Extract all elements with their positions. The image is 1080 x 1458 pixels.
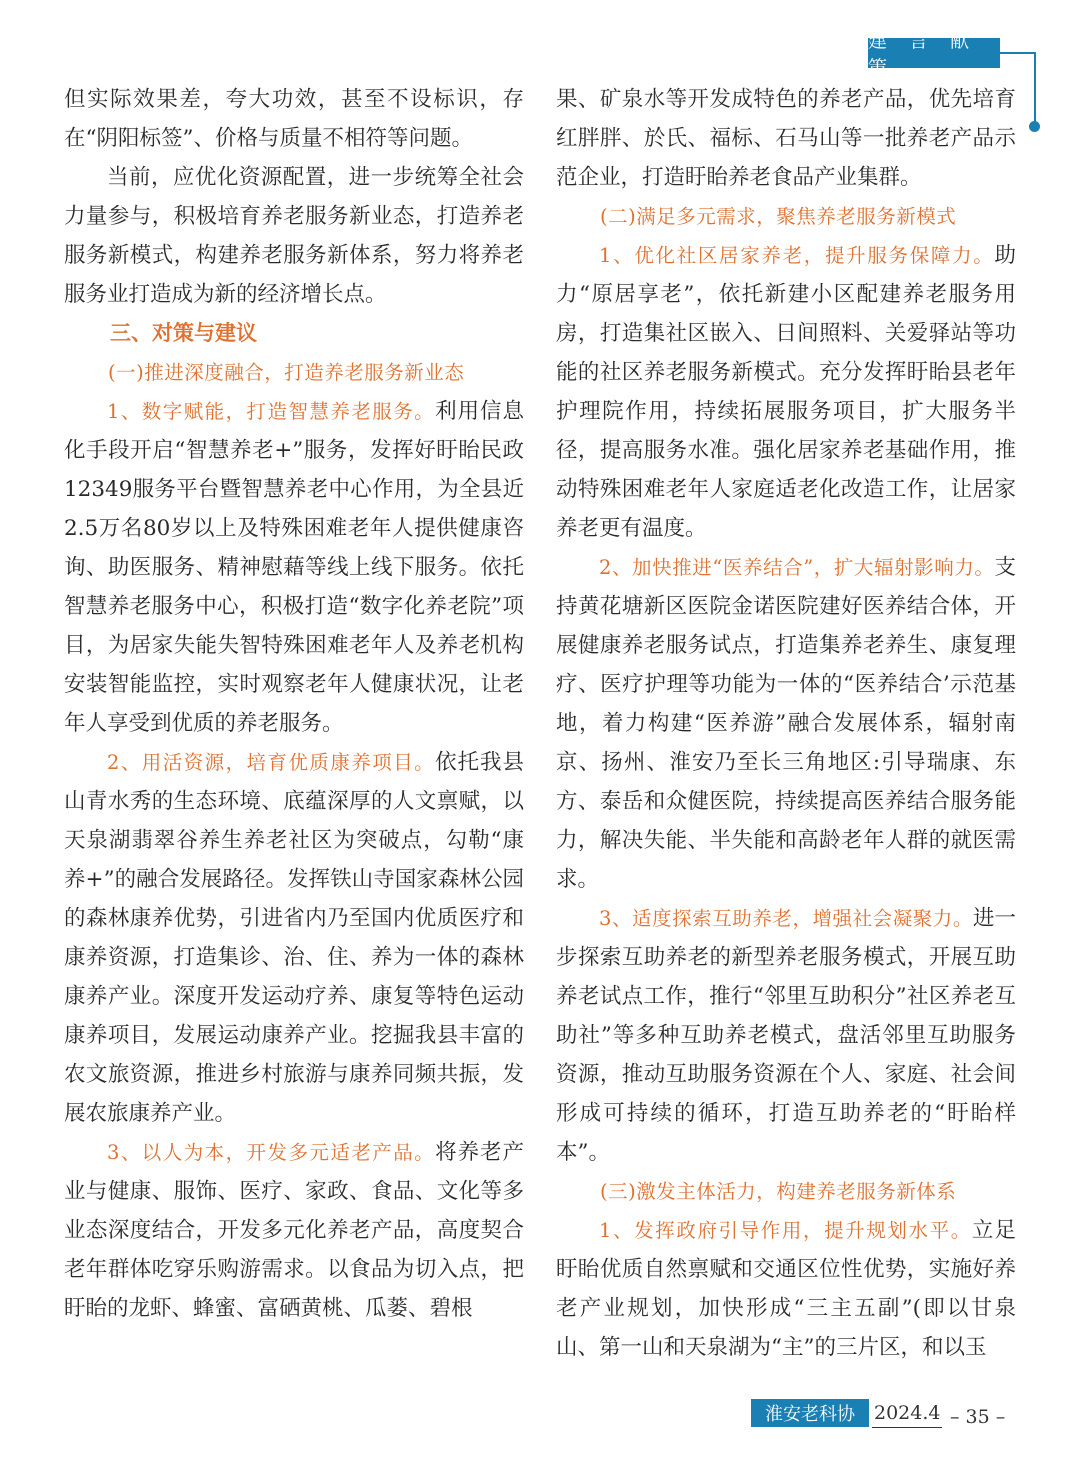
- paragraph: [556, 899, 1016, 1172]
- item-lead: 2、加快推进“医养结合”，扩大辐射影响力。: [599, 556, 995, 579]
- subsection-heading: (二)满足多元需求，聚焦养老服务新模式: [600, 205, 957, 228]
- journal-name: 淮安老科协: [751, 1399, 869, 1427]
- left-column: [64, 80, 524, 1328]
- item-lead: 1、发挥政府引导作用，提升规划水平。: [599, 1219, 972, 1242]
- item-lead: 1、数字赋能，打造智慧养老服务。: [107, 400, 436, 423]
- item-lead: 3、以人为本，开发多元适老产品。: [107, 1141, 436, 1164]
- item-lead: 3、适度探索互助养老，增强社会凝聚力。: [599, 907, 973, 930]
- tag-connector-dot: [1029, 121, 1040, 132]
- section-tag: 建 言 献 策: [868, 38, 1000, 68]
- page-number: – 35 –: [950, 1406, 1006, 1428]
- issue-number: 2024.4: [872, 1399, 942, 1428]
- item-body: 立足盱眙优质自然禀赋和交通区位性优势，实施好养老产业规划，加快形成“三主五副”(即以甘泉山、第一山和天泉湖为“主”的三片区，和以玉: [556, 1218, 1016, 1360]
- paragraph: 当前，应优化资源配置，进一步统筹全社会力量参与，积极培育养老服务新业态，打造养老服务新模式，构建养老服务新体系，努力将养老服务业打造成为新的经济增长点。: [64, 165, 524, 307]
- item-body: 利用信息化手段开启“智慧养老+”服务，发挥好盱眙民政12349服务平台暨智慧养老中心作用，为全县近2.5万名80岁以上及特殊困难老年人提供健康咨询、助医服务、精神慰藉等线上线下服务。依托智慧养老服务中心，积极打造“数字化养老院”项目，为居家失能失智特殊困难老年人及养老机构安装智能监控，实时观察老年人健康状况，让老年人享受到优质的养老服务。: [64, 399, 524, 736]
- paragraph: 但实际效果差，夸大功效，甚至不设标识，存在“阴阳标签”、价格与质量不相符等问题。: [64, 87, 524, 151]
- paragraph: 果、矿泉水等开发成特色的养老产品，优先培育红胖胖、於氏、福标、石马山等一批养老产品示范企业，打造盱眙养老食品产业集群。: [556, 87, 1016, 190]
- subsection-heading: (三)激发主体活力，构建养老服务新体系: [600, 1180, 957, 1203]
- paragraph: [556, 236, 1016, 548]
- paragraph: [556, 548, 1016, 899]
- right-column: [556, 80, 1016, 1367]
- item-body: 将养老产业与健康、服饰、医疗、家政、食品、文化等多业态深度结合，开发多元化养老产品，高度契合老年群体吃穿乐购游需求。以食品为切入点，把盱眙的龙虾、蜂蜜、富硒黄桃、瓜蒌、碧根: [64, 1140, 524, 1321]
- item-body: 进一步探索互助养老的新型养老服务模式，开展互助养老试点工作，推行“邻里互助积分”社区养老互助社”等多种互助养老模式，盘活邻里互助服务资源，推动互助服务资源在个人、家庭、社会间形成可持续的循环，打造互助养老的“盱眙样本”。: [556, 906, 1016, 1165]
- item-body: 支持黄花塘新区医院金诺医院建好医养结合体，开展健康养老服务试点，打造集养老养生、康复理疗、医疗护理等功能为一体的“医养结合’示范基地，着力构建“医养游”融合发展体系，辐射南京、扬州、淮安乃至长三角地区:引导瑞康、东方、泰岳和众健医院，持续提高医养结合服务能力，解决失能、半失能和高龄老年人群的就医需求。: [556, 555, 1016, 892]
- item-body: 依托我县山青水秀的生态环境、底蕴深厚的人文禀赋，以天泉湖翡翠谷养生养老社区为突破点，勾勒“康养+”的融合发展路径。发挥铁山寺国家森林公园的森林康养优势，引进省内乃至国内优质医疗和康养资源，打造集诊、治、住、养为一体的森林康养产业。深度开发运动疗养、康复等特色运动康养项目，发展运动康养产业。挖掘我县丰富的农文旅资源，推进乡村旅游与康养同频共振，发展农旅康养产业。: [64, 750, 524, 1126]
- paragraph: [64, 743, 524, 1133]
- tag-connector-vertical: [1034, 52, 1036, 126]
- item-lead: 2、用活资源，培育优质康养项目。: [107, 751, 436, 774]
- subsection-heading: (一)推进深度融合，打造养老服务新业态: [108, 361, 465, 384]
- section-heading: 三、对策与建议: [110, 321, 257, 345]
- paragraph: [64, 392, 524, 743]
- item-body: 助力“原居享老”，依托新建小区配建养老服务用房，打造集社区嵌入、日间照料、关爱驿站等功能的社区养老服务新模式。充分发挥盱眙县老年护理院作用，持续拓展服务项目，扩大服务半径，提高服务水准。强化居家养老基础作用，推动特殊困难老年人家庭适老化改造工作，让居家养老更有温度。: [556, 243, 1016, 541]
- item-lead: 1、优化社区居家养老，提升服务保障力。: [599, 244, 995, 267]
- paragraph: [556, 1211, 1016, 1367]
- tag-connector-horizontal: [1000, 52, 1036, 54]
- paragraph: [64, 1133, 524, 1328]
